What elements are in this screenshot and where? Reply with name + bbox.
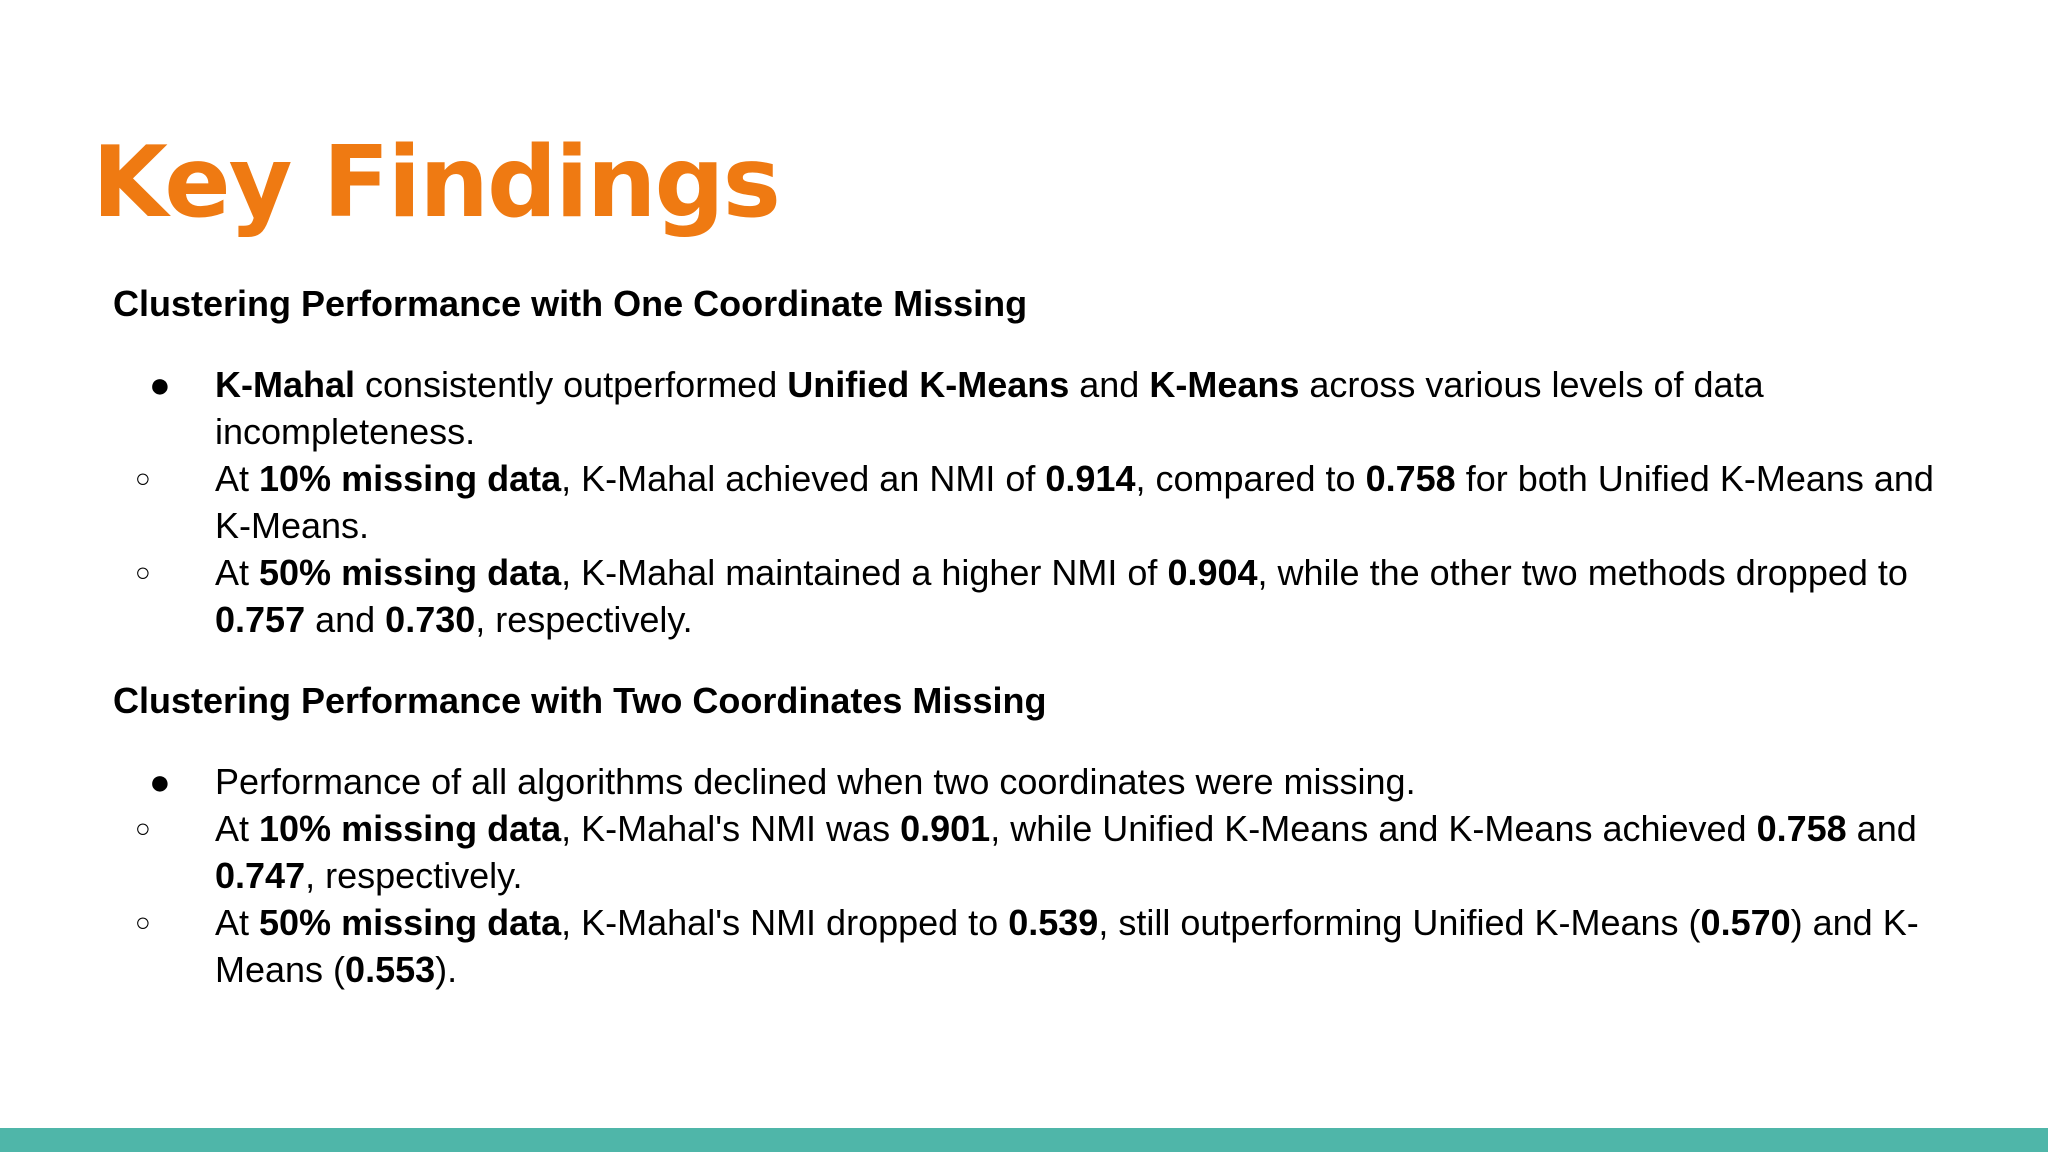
- bold-run: 0.757: [215, 599, 306, 640]
- bullet-item: [113, 758, 1973, 805]
- bullet-item: [113, 361, 1973, 455]
- text-run: and: [305, 599, 386, 640]
- bold-run: 0.904: [1167, 552, 1258, 593]
- bold-run: 0.914: [1045, 458, 1136, 499]
- bold-run: 0.758: [1365, 458, 1456, 499]
- text-run: , respectively.: [475, 599, 693, 640]
- text-run: and: [1846, 808, 1917, 849]
- sub-bullet-marker: ○: [135, 813, 151, 843]
- sub-bullet-text: [215, 902, 1919, 990]
- sub-bullet-marker: ○: [135, 557, 151, 587]
- text-run: , still outperforming Unified K-Means (: [1098, 902, 1701, 943]
- bold-run: 0.747: [215, 855, 306, 896]
- slide-title: Key Findings: [92, 126, 779, 240]
- bold-run: 0.570: [1700, 902, 1791, 943]
- text-run: , K-Mahal's NMI dropped to: [561, 902, 1009, 943]
- section-two-coordinates: [113, 677, 1973, 993]
- sub-bullet-item: [113, 455, 1973, 549]
- text-run: , compared to: [1135, 458, 1366, 499]
- text-run: Performance of all algorithms declined when two coordinates were missing.: [215, 761, 1416, 802]
- text-run: , K-Mahal's NMI was: [561, 808, 901, 849]
- bold-run: 0.539: [1008, 902, 1099, 943]
- text-run: , while Unified K-Means and K-Means achieved: [990, 808, 1757, 849]
- sub-bullet-marker: ○: [135, 463, 151, 493]
- section-one-coordinate: [113, 280, 1973, 643]
- text-run: and: [1069, 364, 1150, 405]
- section-heading: Clustering Performance with Two Coordinates Missing: [113, 680, 1047, 721]
- section-gap: [113, 643, 1973, 677]
- bold-run: 50% missing data: [259, 902, 562, 943]
- bold-run: 10% missing data: [259, 808, 562, 849]
- bold-run: 0.901: [900, 808, 991, 849]
- bold-run: 10% missing data: [259, 458, 562, 499]
- text-run: At: [215, 552, 260, 593]
- section-heading: Clustering Performance with One Coordinate Missing: [113, 283, 1028, 324]
- sub-bullet-marker: ○: [135, 907, 151, 937]
- sub-bullet-item: [113, 549, 1973, 643]
- bullet-text: [215, 364, 1764, 452]
- sub-bullet-item: [113, 805, 1973, 899]
- sub-bullet-item: [113, 899, 1973, 993]
- bullet-marker: ●: [149, 364, 171, 405]
- text-run: At: [215, 902, 260, 943]
- text-run: ) and K-Means (: [215, 902, 1919, 990]
- text-run: , K-Mahal maintained a higher NMI of: [561, 552, 1168, 593]
- bullet-text: [215, 761, 1416, 802]
- sub-bullet-text: [215, 808, 1917, 896]
- bold-run: 0.730: [385, 599, 476, 640]
- text-run: across various levels of data incompleteness.: [215, 364, 1764, 452]
- text-run: ).: [435, 949, 458, 990]
- bullet-marker: ●: [149, 761, 171, 802]
- text-run: , K-Mahal achieved an NMI of: [561, 458, 1046, 499]
- slide-body: [113, 280, 1973, 993]
- bold-run: Unified K-Means: [787, 364, 1070, 405]
- text-run: , while the other two methods dropped to: [1257, 552, 1908, 593]
- bold-run: 0.758: [1756, 808, 1847, 849]
- text-run: , respectively.: [305, 855, 523, 896]
- bottom-accent-bar: [0, 1128, 2048, 1152]
- bold-run: K-Means: [1149, 364, 1300, 405]
- bold-run: K-Mahal: [215, 364, 356, 405]
- bold-run: 0.553: [345, 949, 436, 990]
- bold-run: 50% missing data: [259, 552, 562, 593]
- text-run: At: [215, 458, 260, 499]
- sub-bullet-text: [215, 458, 1934, 546]
- text-run: for both Unified K-Means and K-Means.: [215, 458, 1934, 546]
- text-run: consistently outperformed: [355, 364, 788, 405]
- text-run: At: [215, 808, 260, 849]
- sub-bullet-text: [215, 552, 1908, 640]
